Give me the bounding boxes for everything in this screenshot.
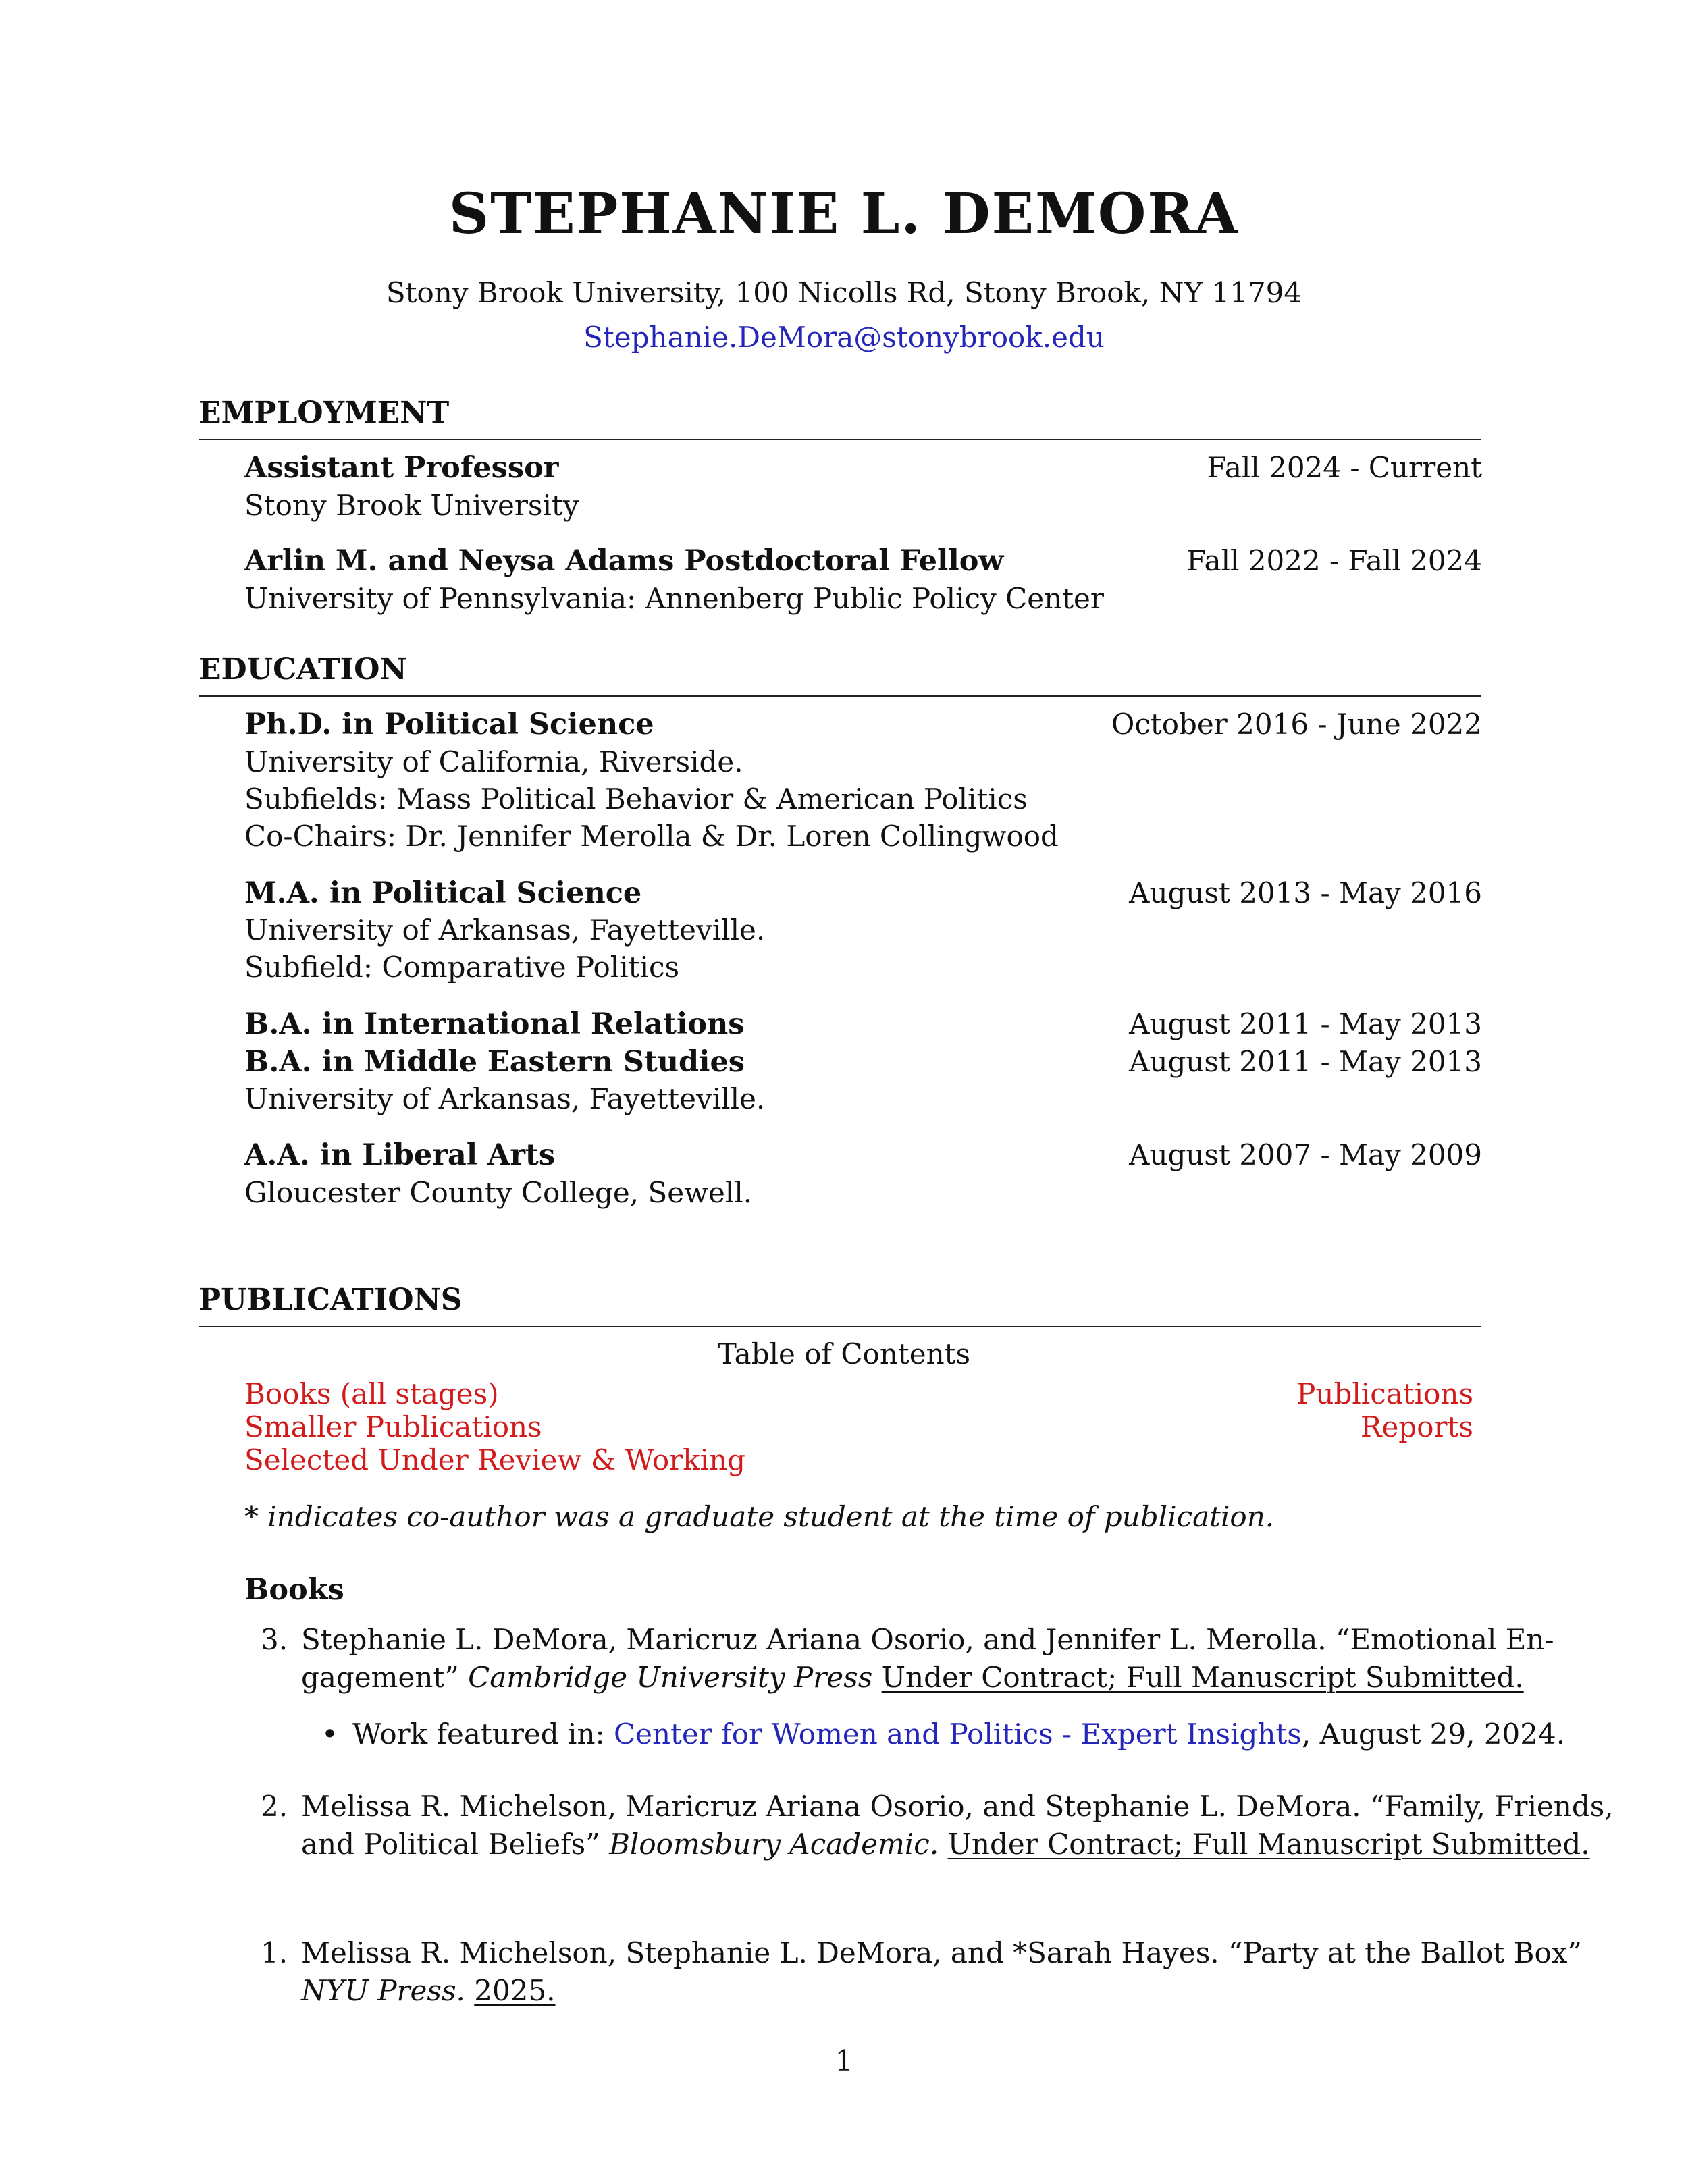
degree-detail: Co-Chairs: Dr. Jennifer Merolla & Dr. Loren Collingwood [244,820,1059,853]
status: Under Contract; Full Manuscript Submitted. [947,1828,1590,1861]
section-title-employment: EMPLOYMENT [199,396,450,430]
publisher: NYU Press. [301,1974,465,2007]
toc-link-reports[interactable]: Reports [1360,1410,1473,1443]
citation-text: gagement” [301,1661,469,1694]
job-dates: Fall 2024 - Current [1207,451,1482,484]
job-title: Assistant Professor [244,451,559,485]
book-citation-line: Melissa R. Michelson, Maricruz Ariana Osorio, and Stephanie L. DeMora. “Family, Friends, [301,1790,1614,1823]
degree-dates: August 2007 - May 2009 [1129,1138,1482,1171]
book-citation-line: Stephanie L. DeMora, Maricruz Ariana Osorio, and Jennifer L. Merolla. “Emotional En- [301,1623,1554,1656]
list-number: 2. [261,1790,288,1823]
book-citation-line: Melissa R. Michelson, Stephanie L. DeMora, and *Sarah Hayes. “Party at the Ballot Box” [301,1936,1582,1969]
job-org: University of Pennsylvania: Annenberg Public Policy Center [244,582,1104,615]
degree-detail: Subfield: Comparative Politics [244,951,680,984]
book-citation-line [301,1663,1524,1692]
section-title-education: EDUCATION [199,652,407,687]
page-number: 1 [835,2044,853,2077]
list-number: 1. [261,1936,288,1969]
status: Under Contract; Full Manuscript Submitted. [881,1661,1524,1694]
job-org: Stony Brook University [244,489,579,522]
books-heading: Books [244,1573,344,1607]
degree-dates: August 2011 - May 2013 [1129,1045,1482,1078]
section-rule [199,1326,1481,1327]
section-title-publications: PUBLICATIONS [199,1283,463,1317]
degree-title: B.A. in International Relations [244,1007,745,1041]
email-link[interactable]: Stephanie.DeMora@stonybrook.edu [583,321,1105,354]
publisher: Cambridge University Press [468,1661,873,1694]
job-title: Arlin M. and Neysa Adams Postdoctoral Fellow [244,544,1004,578]
degree-title: Ph.D. in Political Science [244,708,654,741]
address: Stony Brook University, 100 Nicolls Rd, Stony Brook, NY 11794 [386,276,1302,309]
bullet-icon: • [321,1717,338,1751]
toc-link-smaller-publications[interactable]: Smaller Publications [244,1410,542,1443]
book-citation-line [301,1974,556,2007]
degree-title: B.A. in Middle Eastern Studies [244,1045,745,1079]
degree-dates: August 2011 - May 2013 [1129,1007,1482,1040]
feature-suffix: , August 29, 2024. [1301,1717,1566,1751]
feature-prefix: Work featured in: [352,1717,614,1751]
degree-dates: October 2016 - June 2022 [1111,708,1482,741]
status: 2025. [474,1974,556,2007]
degree-title: A.A. in Liberal Arts [244,1138,556,1172]
section-rule [199,439,1481,440]
degree-detail: University of California, Riverside. [244,745,743,778]
list-number: 3. [261,1623,288,1656]
coauthor-note: * indicates co-author was a graduate student at the time of publication. [244,1500,1275,1533]
toc-title: Table of Contents [717,1337,971,1370]
section-rule [199,695,1481,697]
degree-detail: University of Arkansas, Fayetteville. [244,1082,766,1115]
toc-link-publications[interactable]: Publications [1296,1377,1473,1410]
degree-detail: Gloucester County College, Sewell. [244,1176,753,1209]
book-citation-line [301,1830,1590,1859]
publisher: Bloomsbury Academic. [609,1828,939,1861]
cv-name: STEPHANIE L. DEMORA [448,182,1240,246]
feature-line [352,1717,1566,1751]
toc-link-under-review[interactable]: Selected Under Review & Working [244,1443,746,1476]
degree-dates: August 2013 - May 2016 [1129,876,1482,909]
degree-detail: Subfields: Mass Political Behavior & American Politics [244,782,1028,816]
expert-insights-link[interactable]: Center for Women and Politics - Expert Insights [614,1717,1302,1751]
degree-title: M.A. in Political Science [244,876,642,910]
citation-text: and Political Beliefs” [301,1828,610,1861]
toc-link-books[interactable]: Books (all stages) [244,1377,499,1410]
job-dates: Fall 2022 - Fall 2024 [1186,544,1482,577]
degree-detail: University of Arkansas, Fayetteville. [244,913,766,947]
